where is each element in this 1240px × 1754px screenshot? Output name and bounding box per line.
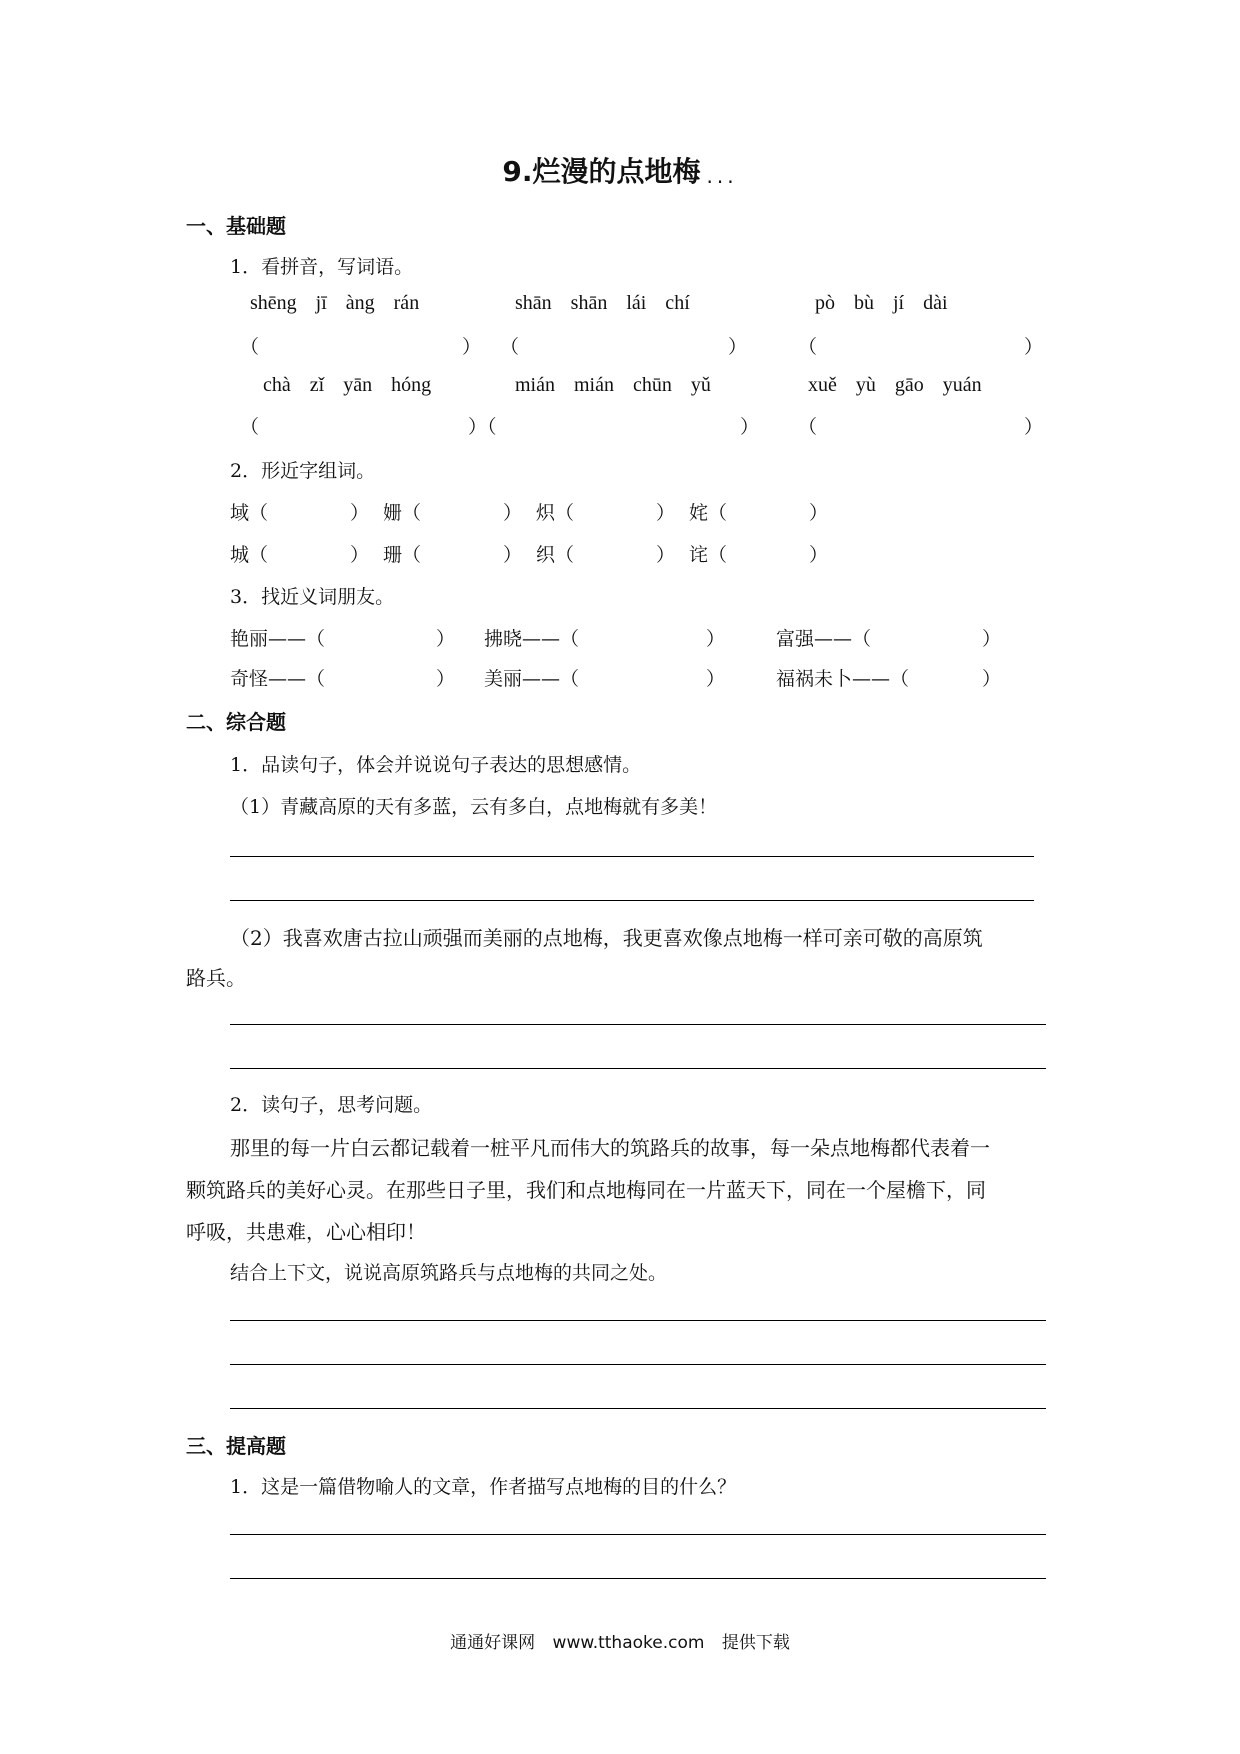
answer-line[interactable] — [230, 1320, 1046, 1321]
question-sentence-prompt: 1．品读句子，体会并说说句子表达的思想感情。 — [230, 754, 642, 776]
char-label: 城 — [230, 544, 250, 566]
passage-line-2: 颗筑路兵的美好心灵。在那些日子里，我们和点地梅同在一片蓝天下，同在一个屋檐下，同 — [186, 1178, 986, 1202]
section-heading-advanced: 三、提高题 — [186, 1434, 286, 1458]
question-task: 结合上下文，说说高原筑路兵与点地梅的共同之处。 — [230, 1262, 668, 1284]
char-item: 炽（ — [536, 502, 575, 524]
pinyin-item: pò bù jí dài — [815, 292, 948, 314]
char-label: 域 — [230, 502, 250, 524]
answer-line[interactable] — [230, 1024, 1046, 1025]
answer-paren-close: ） — [982, 668, 1002, 690]
answer-paren-open: （ — [798, 336, 818, 358]
answer-paren-open: （ — [500, 336, 520, 358]
answer-paren-close: ） — [656, 544, 676, 566]
char-item: 城（ — [230, 544, 269, 566]
char-label: 织 — [536, 544, 556, 566]
synonym-item: 奇怪——（ — [230, 668, 326, 690]
pinyin-item: chà zǐ yān hóng — [263, 374, 432, 396]
synonym-item: 美丽——（ — [484, 668, 580, 690]
answer-paren-close: ） — [462, 336, 482, 358]
answer-line[interactable] — [230, 1578, 1046, 1579]
answer-paren-close: ） — [350, 502, 370, 524]
synonym-label: 富强—— — [776, 628, 853, 650]
page-footer — [0, 1628, 1240, 1653]
answer-paren-close: ）（ — [468, 416, 497, 438]
answer-paren-close: ） — [1024, 416, 1044, 438]
answer-paren-open: （ — [240, 416, 260, 438]
section-heading-comprehensive: 二、综合题 — [186, 710, 286, 734]
sentence-2-line-1: （2）我喜欢唐古拉山顽强而美丽的点地梅，我更喜欢像点地梅一样可亲可敬的高原筑 — [230, 926, 983, 950]
answer-paren-close: ） — [982, 628, 1002, 650]
answer-line[interactable] — [230, 1408, 1046, 1409]
pinyin-item: shēng jī àng rán — [250, 292, 420, 314]
question-pinyin-prompt: 1．看拼音，写词语。 — [230, 256, 414, 278]
synonym-label: 美丽—— — [484, 668, 561, 690]
answer-paren-close: ） — [436, 668, 456, 690]
answer-paren-close: ） — [436, 628, 456, 650]
footer-site-name: 通通好课网 — [450, 1633, 536, 1653]
answer-paren-close: ） — [503, 502, 523, 524]
answer-paren-close: ） — [350, 544, 370, 566]
synonym-item: 拂晓——（ — [484, 628, 580, 650]
answer-paren-close: ） — [809, 502, 829, 524]
char-label: 炽 — [536, 502, 556, 524]
answer-line[interactable] — [230, 856, 1034, 857]
answer-paren-close: ） — [728, 336, 748, 358]
answer-line[interactable] — [230, 1534, 1046, 1535]
char-item: 诧（ — [689, 544, 728, 566]
char-label: 珊 — [383, 544, 403, 566]
answer-paren-open: （ — [240, 336, 260, 358]
answer-paren-close: ） — [740, 416, 760, 438]
answer-line[interactable] — [230, 1364, 1046, 1365]
title-text: 9.烂漫的点地梅 — [502, 155, 701, 188]
synonym-label: 奇怪—— — [230, 668, 307, 690]
answer-line[interactable] — [230, 1068, 1046, 1069]
sentence-2-line-2: 路兵。 — [186, 966, 246, 990]
synonym-item: 福祸未卜——（ — [776, 668, 910, 690]
question-synonym-prompt: 3．找近义词朋友。 — [230, 586, 395, 608]
answer-paren-close: ） — [706, 628, 726, 650]
pinyin-item: mián mián chūn yǔ — [515, 374, 711, 396]
synonym-item: 富强——（ — [776, 628, 872, 650]
char-label: 姹 — [689, 502, 709, 524]
answer-paren-close: ） — [1024, 336, 1044, 358]
char-item: 珊（ — [383, 544, 422, 566]
footer-note: 提供下载 — [721, 1633, 790, 1653]
answer-paren-close: ） — [809, 544, 829, 566]
answer-paren-close: ） — [656, 502, 676, 524]
footer-url[interactable]: www.tthaoke.com — [552, 1633, 705, 1653]
sentence-1: （1）青藏高原的天有多蓝，云有多白，点地梅就有多美！ — [230, 796, 718, 818]
answer-paren-close: ） — [503, 544, 523, 566]
question-char-prompt: 2．形近字组词。 — [230, 460, 376, 482]
answer-paren-close: ） — [706, 668, 726, 690]
synonym-item: 艳丽——（ — [230, 628, 326, 650]
question-read-prompt: 2．读句子，思考问题。 — [230, 1094, 433, 1116]
answer-line[interactable] — [230, 900, 1034, 901]
page-title — [0, 150, 1240, 190]
char-item: 姹（ — [689, 502, 728, 524]
section-heading-basic: 一、基础题 — [186, 214, 286, 238]
char-item: 织（ — [536, 544, 575, 566]
synonym-label: 拂晓—— — [484, 628, 561, 650]
title-dots: ... — [706, 164, 738, 188]
char-item: 姗（ — [383, 502, 422, 524]
passage-line-1: 那里的每一片白云都记载着一桩平凡而伟大的筑路兵的故事，每一朵点地梅都代表着一 — [230, 1136, 990, 1160]
char-label: 诧 — [689, 544, 709, 566]
answer-paren-open: （ — [798, 416, 818, 438]
pinyin-item: shān shān lái chí — [515, 292, 690, 314]
passage-line-3: 呼吸，共患难，心心相印！ — [186, 1220, 426, 1244]
char-label: 姗 — [383, 502, 403, 524]
synonym-label: 艳丽—— — [230, 628, 307, 650]
question-purpose-prompt: 1．这是一篇借物喻人的文章，作者描写点地梅的目的什么？ — [230, 1476, 737, 1498]
pinyin-item: xuě yù gāo yuán — [808, 374, 982, 396]
synonym-label: 福祸未卜—— — [776, 668, 891, 690]
char-item: 域（ — [230, 502, 269, 524]
